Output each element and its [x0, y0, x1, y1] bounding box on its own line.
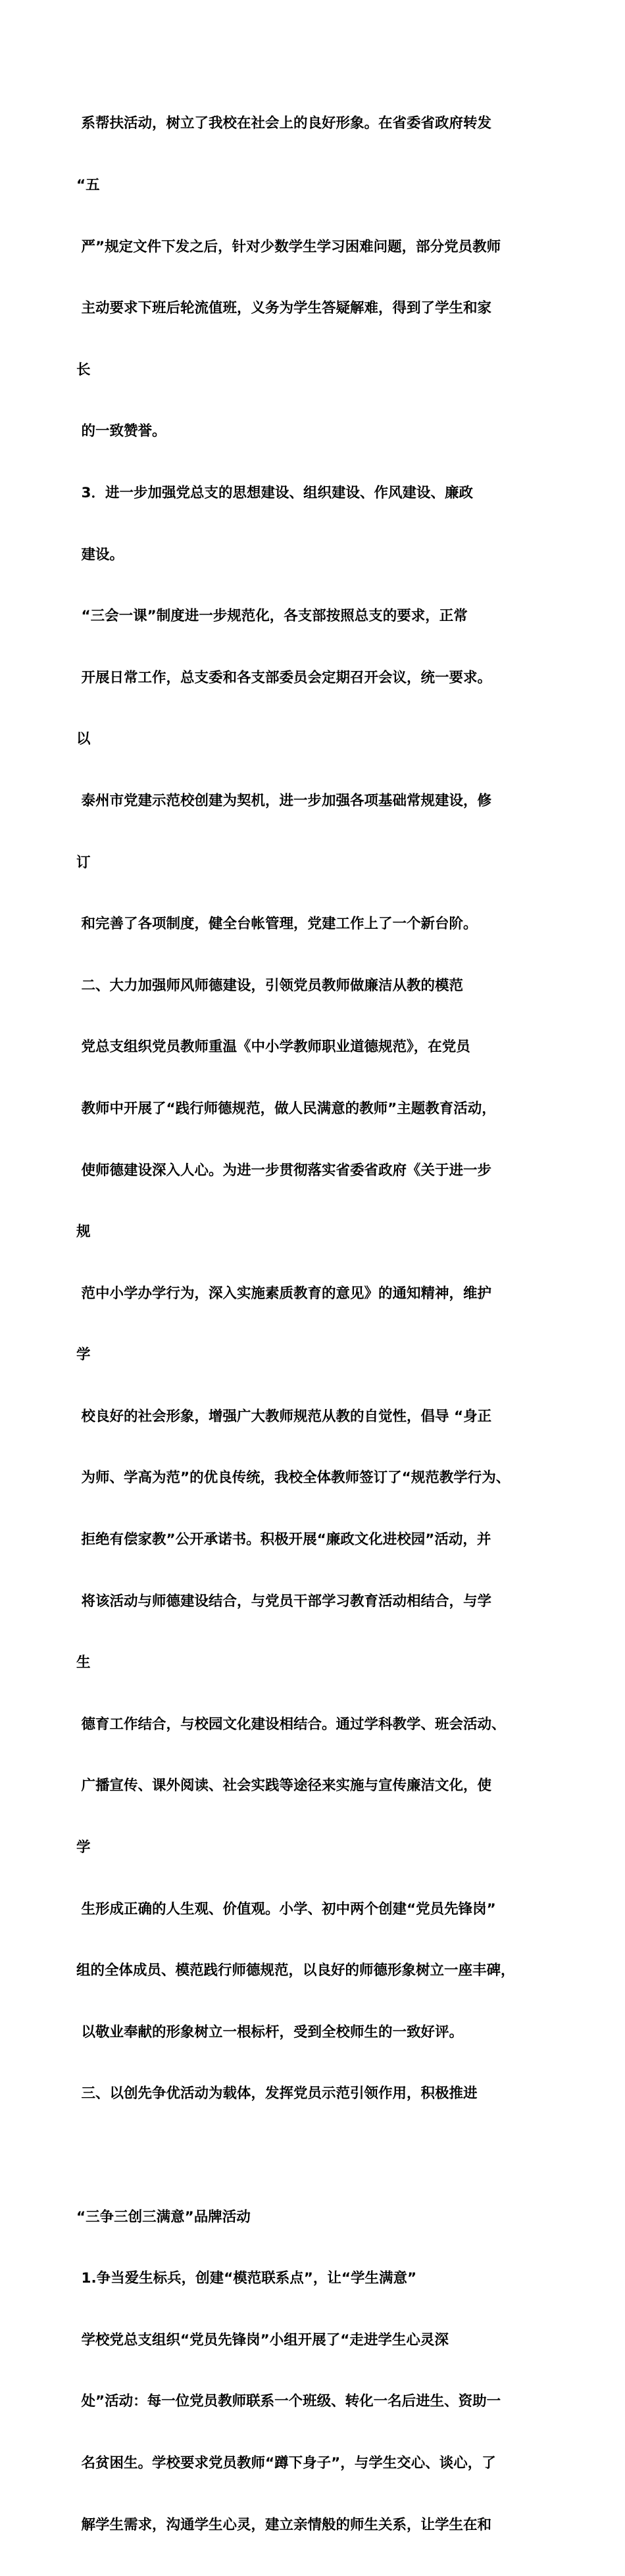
text-line: 德育工作结合，与校园文化建设相结合。通过学科教学、班会活动、 — [76, 1716, 506, 1733]
text-line: 的一致赞誉。 — [76, 423, 166, 440]
text-line: 三、以创先争优活动为载体，发挥党员示范引领作用，积极推进 — [76, 2085, 478, 2102]
text-line: 3．进一步加强党总支的思想建设、组织建设、作风建设、廉政 — [76, 484, 473, 501]
text-line: 学校党总支组织“党员先锋岗”小组开展了“走进学生心灵深 — [76, 2331, 449, 2348]
text-line: 严”规定文件下发之后，针对少数学生学习困难问题，部分党员教师 — [76, 238, 501, 255]
text-line: 教师中开展了“践行师德规范，做人民满意的教师”主题教育活动， — [76, 1100, 496, 1117]
text-line: 以 — [76, 731, 91, 748]
text-line: 以敬业奉献的形象树立一根标杆，受到全校师生的一致好评。 — [76, 2023, 463, 2041]
text-line: 建设。 — [76, 546, 124, 563]
text-line: 使师德建设深入人心。为进一步贯彻落实省委省政府《关于进一步 — [76, 1162, 491, 1179]
text-line: 二、大力加强师风师德建设，引领党员教师做廉洁从教的模范 — [76, 977, 463, 994]
body-text — [76, 72, 563, 2576]
text-line: 生形成正确的人生观、价值观。小学、初中两个创建“党员先锋岗” — [76, 1900, 496, 1918]
text-line: 组的全体成员、模范践行师德规范，以良好的师德形象树立一座丰碑， — [76, 1962, 515, 1979]
text-line: 解学生需求，沟通学生心灵，建立亲情般的师生关系，让学生在和 — [76, 2516, 491, 2533]
text-line: “三争三创三满意”品牌活动 — [76, 2208, 251, 2225]
text-line: 广播宣传、课外阅读、社会实践等途径来实施与宣传廉洁文化，使 — [76, 1777, 491, 1795]
text-line: 长 — [76, 361, 91, 378]
text-line: 处”活动：每一位党员教师联系一个班级、转化一名后进生、资助一 — [76, 2393, 501, 2410]
text-line: 规 — [76, 1224, 91, 1241]
text-line: 拒绝有偿家教”公开承诺书。积极开展“廉政文化进校园”活动，并 — [76, 1531, 491, 1548]
text-line: “五 — [76, 177, 100, 193]
text-line: 学 — [76, 1347, 91, 1364]
text-line: 党总支组织党员教师重温《中小学教师职业道德规范》，在党员 — [76, 1039, 470, 1056]
text-line: 1.争当爱生标兵，创建“模范联系点”，让“学生满意” — [76, 2270, 417, 2287]
blank-line — [76, 2145, 563, 2166]
text-line: 生 — [76, 1654, 91, 1672]
text-line: 校良好的社会形象，增强广大教师规范从教的自觉性，倡导 “身正 — [76, 1408, 492, 1425]
text-line: 范中小学办学行为，深入实施素质教育的意见》的通知精神，维护 — [76, 1285, 491, 1302]
text-line: 主动要求下班后轮流值班，义务为学生答疑解难，得到了学生和家 — [76, 300, 491, 317]
text-line: 为师、学高为范”的优良传统，我校全体教师签订了“规范教学行为、 — [76, 1470, 511, 1487]
text-line: 和完善了各项制度，健全台帐管理，党建工作上了一个新台阶。 — [76, 916, 478, 933]
text-line: 泰州市党建示范校创建为契机，进一步加强各项基础常规建设，修 — [76, 792, 491, 809]
text-line: 系帮扶活动，树立了我校在社会上的良好形象。在省委省政府转发 — [76, 115, 491, 132]
text-line: 订 — [76, 854, 91, 871]
text-line: 开展日常工作，总支委和各支部委员会定期召开会议，统一要求。 — [76, 669, 491, 686]
text-line: “三会一课”制度进一步规范化，各支部按照总支的要求，正常 — [76, 608, 468, 625]
text-line: 名贫困生。学校要求党员教师“蹲下身子”，与学生交心、谈心，了 — [76, 2454, 496, 2471]
text-line: 将该活动与师德建设结合，与党员干部学习教育活动相结合，与学 — [76, 1593, 491, 1610]
text-line: 学 — [76, 1839, 91, 1856]
